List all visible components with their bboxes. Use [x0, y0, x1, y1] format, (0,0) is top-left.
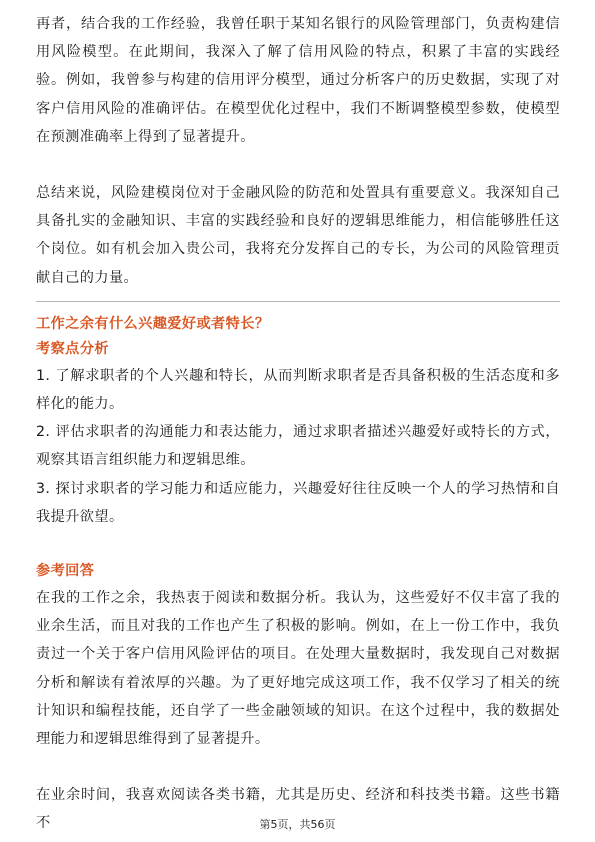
answer-paragraph-2: 在业余时间，我喜欢阅读各类书籍，尤其是历史、经济和科技类书籍。这些书籍不	[36, 787, 560, 832]
analysis-item-3: 3. 探讨求职者的学习能力和适应能力，兴趣爱好往往反映一个人的学习热情和自我提升欲望。	[36, 480, 560, 525]
section-divider	[36, 301, 560, 302]
page-number-footer: 第5页，共56页	[259, 818, 336, 831]
analysis-item-1: 1. 了解求职者的个人兴趣和特长，从而判断求职者是否具备积极的生活态度和多样化的能力。	[36, 367, 560, 413]
paragraph-spacer	[36, 151, 560, 179]
section-spacer	[36, 531, 560, 555]
paragraph-summary: 总结来说，风险建模岗位对于金融风险的防范和处置具有重要意义。我深知自己具备扎实的金融知识、丰富的实践经验和良好的逻辑思维能力，相信能够胜任这个岗位。如有机会加入贵公司，我将充分发挥自己的专长，为公司的风险管理贡献自己的力量。	[36, 185, 560, 286]
question-title: 工作之余有什么兴趣爱好或者特长？	[36, 315, 270, 332]
analysis-item-2: 2. 评估求职者的沟通能力和表达能力，通过求职者描述兴趣爱好或特长的方式，观察其语言组织能力和逻辑思维。	[36, 424, 560, 469]
paragraph-work-experience: 再者，结合我的工作经验，我曾任职于某知名银行的风险管理部门，负责构建信用风险模型。在此期间，我深入了解了信用风险的特点，积累了丰富的实践经验。例如，我曾参与构建的信用评分模型，通过分析客户的历史数据，实现了对客户信用风险的准确评估。在模型优化过程中，我们不断调整模型参数，使模型在预测准确率上得到了显著提升。	[36, 16, 560, 145]
paragraph-spacer	[36, 753, 560, 781]
answer-heading: 参考回答	[36, 563, 95, 580]
page-content	[36, 10, 560, 838]
analysis-heading: 考察点分析	[36, 340, 109, 357]
answer-paragraph-1: 在我的工作之余，我热衷于阅读和数据分析。我认为，这些爱好不仅丰富了我的业余生活，而且对我的工作也产生了积极的影响。例如，在上一份工作中，我负责过一个关于客户信用风险评估的项目。在处理大量数据时，我发现自己对数据分析和解读有着浓厚的兴趣。为了更好地完成这项工作，我不仅学习了相关的统计知识和编程技能，还自学了一些金融领域的知识。在这个过程中，我的数据处理能力和逻辑思维得到了显著提升。	[36, 590, 560, 748]
